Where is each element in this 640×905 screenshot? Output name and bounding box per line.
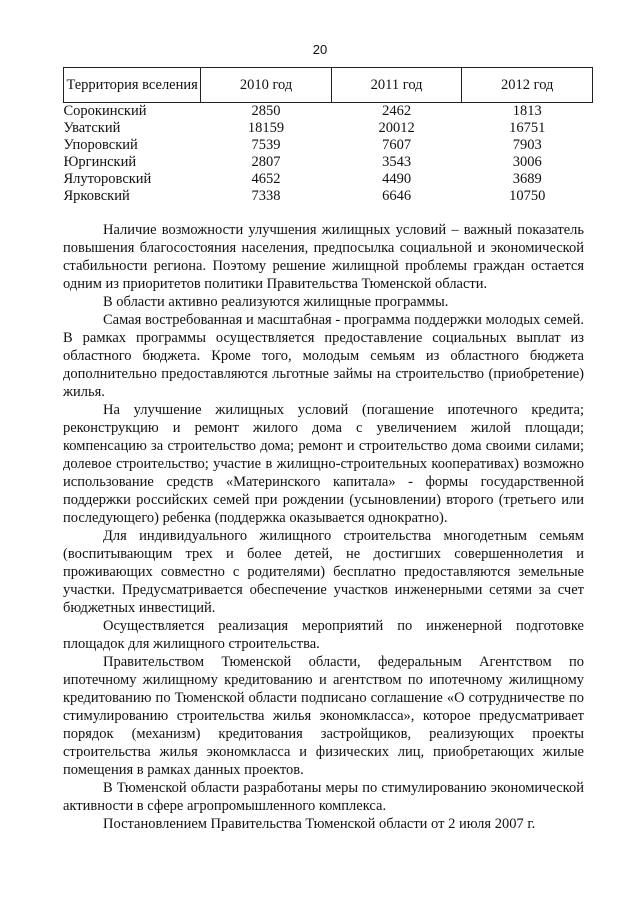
table-cell-territory: Упоровский: [63, 137, 138, 153]
table-cell-2011: 20012: [378, 120, 415, 136]
header-2012: 2012 год: [462, 68, 593, 103]
paragraph: На улучшение жилищных условий (погашение ипотечного кредита; реконструкцию и ремонт жилого дома с увеличением жилой площади; компенсацию за строительство дома; ремонт и строительство дома своими силами; долевое строительство; участие в жилищно-строительных кооперативах) возможно использование средств «Материнского капитала» - формы государственной поддержки российских семей при рождении (усыновлении) второго (третьего или последующего) ребенка (поддержка оказывается однократно).: [63, 402, 584, 526]
table-cell-2010: 7338: [251, 188, 281, 204]
table-cell-2012: 3006: [512, 154, 542, 170]
table-cell-2012: 10750: [509, 188, 546, 204]
paragraph: Для индивидуального жилищного строительства многодетным семьям (воспитывающим трех и более детей, не достигших совершеннолетия и проживающих совместно с родителями) бесплатно предоставляются земельные участки. Предусматривается обеспечение участков инженерными сетями за счет бюджетных инвестиций.: [63, 528, 584, 616]
table-cell-territory: Ярковский: [63, 188, 130, 204]
table-cell-territory: Юргинский: [63, 154, 137, 170]
table-cell-2011: 7607: [382, 137, 412, 153]
table-cell-2011: 4490: [382, 171, 412, 187]
settlement-table: [63, 67, 593, 205]
table-cell-2010: 2850: [251, 103, 281, 119]
table-cell-2010: 2807: [251, 154, 281, 170]
table-row: [64, 103, 593, 121]
page-number: 20: [312, 42, 328, 57]
table-row: [64, 171, 593, 188]
header-2010: 2010 год: [201, 68, 332, 103]
table-cell-2011: 2462: [382, 103, 412, 119]
table-cell-2011: 6646: [382, 188, 412, 204]
table-cell-territory: Уватский: [63, 120, 121, 136]
header-territory: Территория вселения: [64, 68, 201, 103]
paragraph: Самая востребованная и масштабная - программа поддержки молодых семей. В рамках программы осуществляется предоставление социальных выплат из областного бюджета. Кроме того, молодым семьям из областного бюджета дополнительно предоставляются льготные займы на строительство (приобретение) жилья.: [63, 312, 584, 400]
paragraph: Постановлением Правительства Тюменской области от 2 июля 2007 г.: [103, 816, 536, 832]
table-cell-2012: 7903: [512, 137, 542, 153]
table-cell-2010: 7539: [251, 137, 281, 153]
table-row: [64, 188, 593, 205]
table-row: [64, 120, 593, 137]
table-cell-2011: 3543: [382, 154, 412, 170]
table-cell-2012: 16751: [509, 120, 546, 136]
table-row: [64, 137, 593, 154]
table-cell-2010: 18159: [247, 120, 285, 136]
table-cell-territory: Ялуторовский: [63, 171, 152, 187]
body-text: [63, 221, 584, 833]
paragraph: В Тюменской области разработаны меры по стимулированию экономической активности в сфере агропромышленного комплекса.: [63, 780, 584, 814]
table-row: [64, 154, 593, 171]
paragraph: Правительством Тюменской области, федеральным Агентством по ипотечному жилищному кредитованию и агентством по ипотечному жилищному кредитованию по Тюменской области подписано соглашение «О сотрудничестве по стимулированию строительства жилья экономкласса», которое предусматривает порядок (механизм) кредитования застройщиков, реализующих проекты строительства жилья экономкласса и физических лиц, приобретающих жилые помещения в рамках данных проектов.: [63, 654, 584, 778]
table-cell-2012: 3689: [512, 171, 542, 187]
paragraph: Наличие возможности улучшения жилищных условий – важный показатель повышения благосостояния населения, предпосылка социальной и экономической стабильности региона. Поэтому решение жилищной проблемы граждан остается одним из приоритетов политики Правительства Тюменской области.: [63, 222, 584, 292]
table-cell-territory: Сорокинский: [63, 103, 147, 119]
table-cell-2012: 1813: [512, 103, 542, 119]
paragraph: В области активно реализуются жилищные программы.: [103, 294, 449, 310]
header-2011: 2011 год: [331, 68, 462, 103]
table-header-row: [64, 68, 593, 103]
paragraph: Осуществляется реализация мероприятий по инженерной подготовке площадок для жилищного строительства.: [63, 618, 584, 652]
table-cell-2010: 4652: [251, 171, 281, 187]
